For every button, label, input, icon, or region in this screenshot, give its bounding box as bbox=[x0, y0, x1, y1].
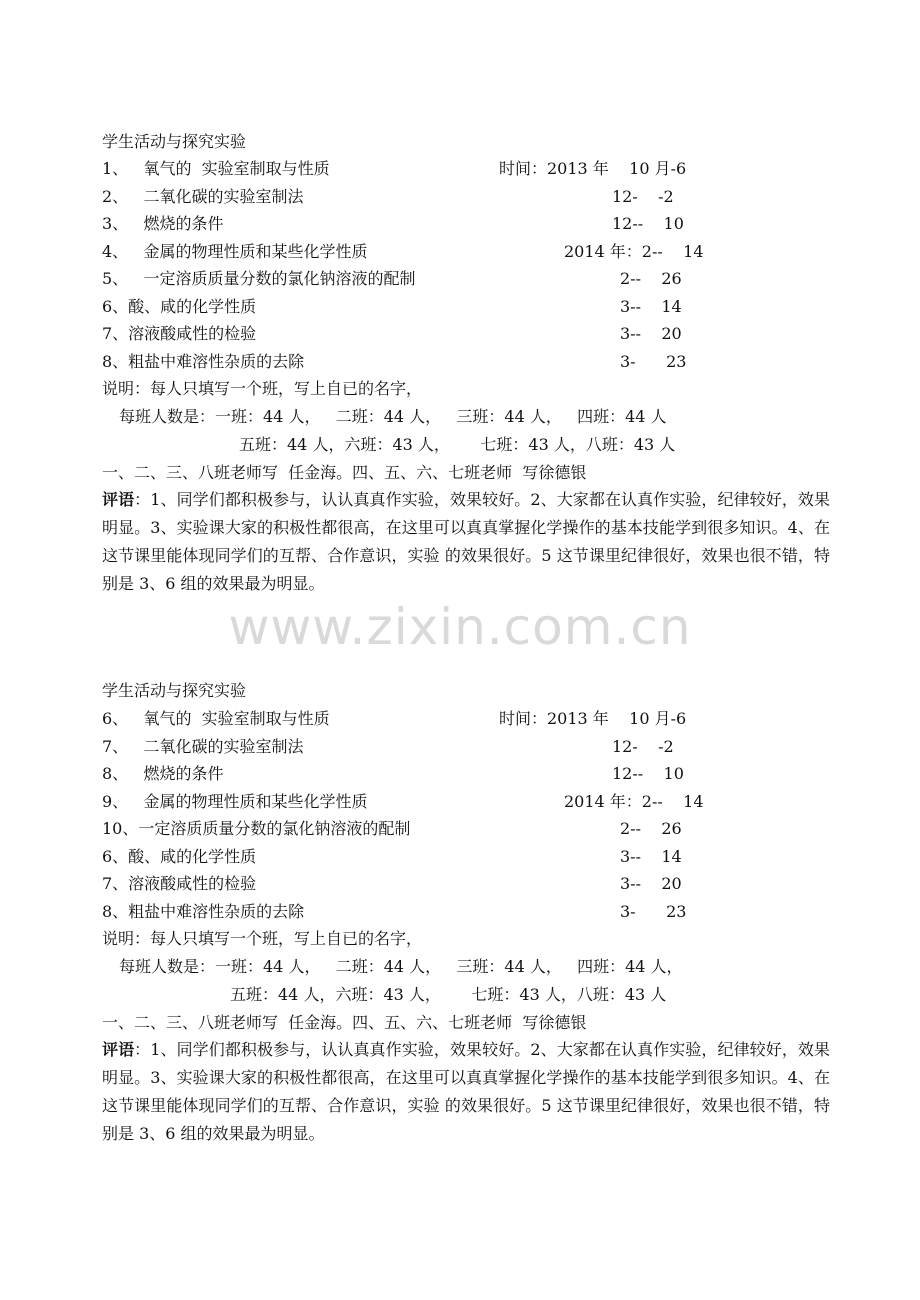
block-title: 学生活动与探究实验 bbox=[102, 681, 247, 700]
item-time: 3-- 20 bbox=[620, 874, 682, 893]
item-label: 9、 金属的物理性质和某些化学性质 bbox=[102, 792, 368, 811]
item-label: 10、一定溶质质量分数的氯化钠溶液的配制 bbox=[102, 819, 411, 838]
item-time: 2014 年：2-- 14 bbox=[564, 792, 704, 811]
block-title: 学生活动与探究实验 bbox=[102, 132, 247, 151]
item-label: 6、 氧气的 实验室制取与性质 bbox=[102, 709, 330, 728]
class-counts-line-2: 五班：44 人，六班：43 人， 七班：43 人，八班：43 人 bbox=[230, 985, 667, 1004]
teachers-line: 一、二、三、八班老师写 任金海。四、五、六、七班老师 写徐德银 bbox=[102, 1013, 587, 1032]
item-label: 6、酸、咸的化学性质 bbox=[102, 847, 257, 866]
item-time: 3- 23 bbox=[620, 902, 687, 921]
item-label: 3、 燃烧的条件 bbox=[102, 214, 224, 233]
item-time: 12-- 10 bbox=[612, 214, 684, 233]
item-time: 3-- 14 bbox=[620, 847, 682, 866]
class-counts-line-2: 五班：44 人，六班：43 人， 七班：43 人，八班：43 人 bbox=[239, 435, 676, 454]
item-time: 时间：2013 年 10 月-6 bbox=[499, 159, 687, 178]
item-time: 12- -2 bbox=[612, 187, 674, 206]
comment-text: ：1、同学们都积极参与，认认真真作实验，效果较好。2、大家都在认真作实验，纪律较好，效果明显。3、实验课大家的积极性都很高，在这里可以真真掌握化学操作的基本技能学到很多知识。4、在这节课里能体现同学们的互帮、合作意识，实验 的效果很好。5 这节课里纪律很好，效果也很不错，特别是 3、6 组的效果最为明显。 bbox=[102, 1040, 830, 1143]
item-label: 2、 二氧化碳的实验室制法 bbox=[102, 187, 304, 206]
watermark: www.zixin.com.cn bbox=[228, 598, 692, 656]
item-label: 5、 一定溶质质量分数的氯化钠溶液的配制 bbox=[102, 269, 416, 288]
item-label: 4、 金属的物理性质和某些化学性质 bbox=[102, 242, 368, 261]
item-time: 3- 23 bbox=[620, 352, 687, 371]
item-time: 2014 年：2-- 14 bbox=[564, 242, 704, 261]
comment-label: 评语 bbox=[102, 490, 135, 509]
note: 说明：每人只填写一个班，写上自已的名字， bbox=[102, 929, 423, 948]
note: 说明：每人只填写一个班，写上自已的名字， bbox=[102, 379, 423, 398]
item-label: 1、 氧气的 实验室制取与性质 bbox=[102, 159, 330, 178]
item-label: 7、 二氧化碳的实验室制法 bbox=[102, 737, 304, 756]
item-label: 6、酸、咸的化学性质 bbox=[102, 297, 257, 316]
item-time: 12-- 10 bbox=[612, 764, 684, 783]
item-time: 2-- 26 bbox=[620, 269, 682, 288]
item-time: 3-- 20 bbox=[620, 324, 682, 343]
item-label: 7、溶液酸咸性的检验 bbox=[102, 324, 257, 343]
item-label: 7、溶液酸咸性的检验 bbox=[102, 874, 257, 893]
item-time: 12- -2 bbox=[612, 737, 674, 756]
item-time: 时间：2013 年 10 月-6 bbox=[499, 709, 687, 728]
comment-label: 评语 bbox=[102, 1040, 135, 1059]
teachers-line: 一、二、三、八班老师写 任金海。四、五、六、七班老师 写徐德银 bbox=[102, 463, 587, 482]
comment-text: ：1、同学们都积极参与，认认真真作实验，效果较好。2、大家都在认真作实验，纪律较好，效果明显。3、实验课大家的积极性都很高，在这里可以真真掌握化学操作的基本技能学到很多知识。4、在这节课里能体现同学们的互帮、合作意识，实验 的效果很好。5 这节课里纪律很好，效果也很不错，特别是 3、6 组的效果最为明显。 bbox=[102, 490, 830, 593]
item-time: 3-- 14 bbox=[620, 297, 682, 316]
class-counts-line-1: 每班人数是：一班：44 人， 二班：44 人， 三班：44 人， 四班：44 人， bbox=[119, 957, 683, 976]
comment-paragraph bbox=[102, 486, 830, 598]
class-counts-line-1: 每班人数是：一班：44 人， 二班：44 人， 三班：44 人， 四班：44 人 bbox=[119, 407, 667, 426]
item-time: 2-- 26 bbox=[620, 819, 682, 838]
item-label: 8、 燃烧的条件 bbox=[102, 764, 224, 783]
item-label: 8、粗盐中难溶性杂质的去除 bbox=[102, 352, 305, 371]
comment-paragraph bbox=[102, 1036, 830, 1148]
item-label: 8、粗盐中难溶性杂质的去除 bbox=[102, 902, 305, 921]
